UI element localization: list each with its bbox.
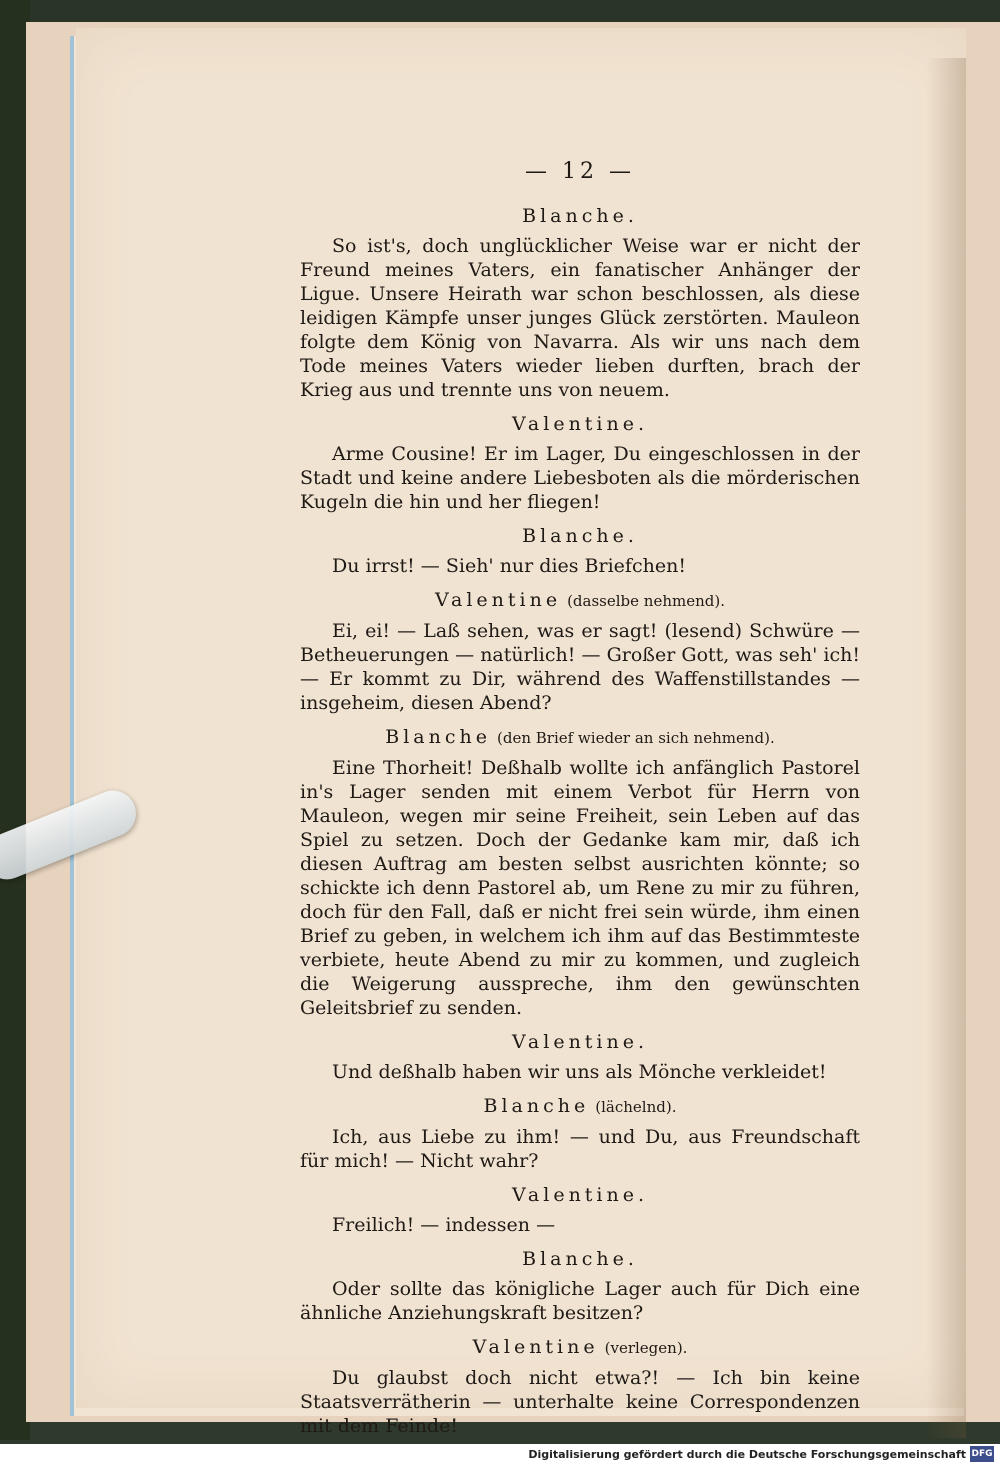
dialogue-block bbox=[300, 204, 860, 402]
speaker-name: Blanche. bbox=[522, 1248, 638, 1270]
speaker-name: Valentine bbox=[472, 1336, 599, 1358]
stage-direction: (lächelnd). bbox=[595, 1098, 677, 1116]
dialogue-text: Ei, ei! — Laß sehen, was er sagt! (lesend) Schwüre — Betheuerungen — natürlich! — Großer Gott, was seh' ich! — Er kommt zu Dir, während des Waffenstillstandes — insgeheim, diesen Abend? bbox=[300, 620, 860, 714]
dialogue-block bbox=[300, 524, 860, 578]
speaker-heading bbox=[300, 1030, 860, 1054]
dialogue-text: Und deßhalb haben wir uns als Mönche verkleidet! bbox=[332, 1061, 827, 1083]
speaker-name: Blanche bbox=[483, 1095, 590, 1117]
dialogue-block bbox=[300, 1335, 860, 1438]
stage-direction: (den Brief wieder an sich nehmend). bbox=[496, 729, 775, 747]
dfg-logo-icon: DFG bbox=[970, 1446, 994, 1462]
speaker-heading bbox=[300, 1335, 860, 1360]
speaker-heading bbox=[300, 524, 860, 548]
dialogue-block bbox=[300, 588, 860, 715]
dialogue-block bbox=[300, 1183, 860, 1237]
speaker-name: Blanche. bbox=[522, 525, 638, 547]
dialogue-block bbox=[300, 1094, 860, 1173]
speaker-name: Valentine bbox=[435, 589, 562, 611]
dialogue-text: So ist's, doch unglücklicher Weise war er nicht der Freund meines Vaters, ein fanatischer Anhänger der Ligue. Unsere Heirath war schon beschlossen, als diese leidigen Kämpfe unser junges Glück zerstörten. Mauleon folgte dem König von Navarra. Als wir uns nach dem Tode meines Vaters wieder lieben durften, brach der Krieg aus und trennte uns von neuem. bbox=[300, 235, 860, 401]
dialogue-text: Arme Cousine! Er im Lager, Du eingeschlossen in der Stadt und keine andere Liebesboten als die mörderischen Kugeln die hin und her fliegen! bbox=[300, 443, 860, 513]
page-gutter-shadow bbox=[926, 58, 966, 1438]
funding-credit: Digitalisierung gefördert durch die Deutsche Forschungsgemeinschaft bbox=[528, 1448, 966, 1461]
speaker-name: Blanche bbox=[385, 726, 491, 748]
speaker-heading bbox=[300, 725, 860, 750]
stage-direction: (dasselbe nehmend). bbox=[567, 592, 725, 610]
dialogue-text: Du glaubst doch nicht etwa?! — Ich bin keine Staatsverrätherin — unterhalte keine Correspondenzen mit dem Feinde! bbox=[300, 1367, 860, 1437]
page-text bbox=[300, 160, 860, 1438]
stage-direction: (verlegen). bbox=[604, 1339, 688, 1357]
speaker-name: Blanche. bbox=[522, 205, 638, 227]
dialogue-block bbox=[300, 725, 860, 1020]
speaker-name: Valentine. bbox=[511, 413, 649, 435]
dialogue-block bbox=[300, 1247, 860, 1325]
speaker-name: Valentine. bbox=[511, 1031, 649, 1053]
speaker-heading bbox=[300, 1247, 860, 1271]
dialogue-block bbox=[300, 412, 860, 514]
dialogue-block bbox=[300, 1030, 860, 1084]
speaker-heading bbox=[300, 1183, 860, 1207]
speaker-heading bbox=[300, 204, 860, 228]
scan-background-top bbox=[0, 0, 1000, 22]
speaker-heading bbox=[300, 1094, 860, 1119]
speaker-name: Valentine. bbox=[511, 1184, 649, 1206]
dialogue-text: Ich, aus Liebe zu ihm! — und Du, aus Freundschaft für mich! — Nicht wahr? bbox=[300, 1126, 860, 1172]
page-number: — 12 — bbox=[525, 159, 635, 184]
speaker-heading bbox=[300, 412, 860, 436]
dialogue-text: Eine Thorheit! Deßhalb wollte ich anfänglich Pastorel in's Lager senden mit einem Verbot für Herrn von Mauleon, wegen mir seine Freiheit, sein Leben auf das Spiel zu setzen. Doch der Gedanke kam mir, daß ich diesen Auftrag am besten selbst ausrichten könnte; so schickte ich denn Pastorel ab, um Rene zu mir zu führen, doch für den Fall, daß er nicht frei sein würde, ihm einen Brief zu geben, in welchem ich ihm auf das Bestimmteste verbiete, heute Abend zu mir zu kommen, und zugleich die Weigerung ausspreche, ihm den gewünschten Geleitsbrief zu senden. bbox=[300, 757, 860, 1019]
dialogue-text: Du irrst! — Sieh' nur dies Briefchen! bbox=[332, 555, 686, 577]
dialogue-text: Oder sollte das königliche Lager auch für Dich eine ähnliche Anziehungskraft besitzen? bbox=[300, 1278, 860, 1324]
speaker-heading bbox=[300, 588, 860, 613]
dialogue-text: Freilich! — indessen — bbox=[332, 1214, 556, 1236]
